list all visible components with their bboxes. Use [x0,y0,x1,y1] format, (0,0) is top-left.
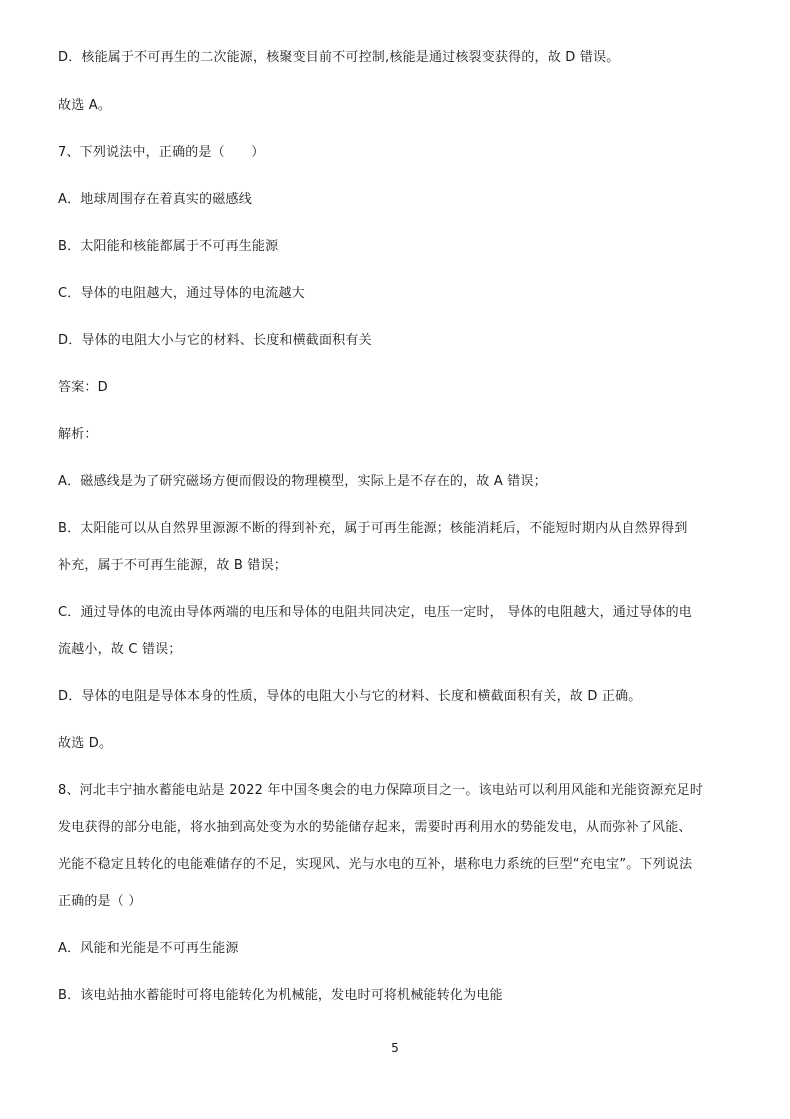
analysis-b-line-2: 补充，属于不可再生能源，故 B 错误； [58,558,287,573]
analysis-c-line-2: 流越小，故 C 错误； [58,642,182,657]
analysis-a: A．磁感线是为了研究磁场方便而假设的物理模型，实际上是不存在的，故 A 错误； [58,474,547,489]
question-8-stem-line-2: 发电获得的部分电能，将水抽到高处变为水的势能储存起来，需要时再利用水的势能发电，从而弥补了风能、 [58,820,692,835]
question-7-option-c: C．导体的电阻越大，通过导体的电流越大 [58,286,305,301]
page-number: 5 [391,1041,399,1055]
question-8-stem-line-4: 正确的是（ ） [58,894,142,909]
question-7-analysis-heading: 解析： [58,427,98,442]
question-8-stem-line-3: 光能不稳定且转化的电能难储存的不足，实现风、光与水电的互补，堪称电力系统的巨型“充电宝”。下列说法 [58,857,693,872]
question-7-answer: 答案：D [58,380,108,395]
question-7-option-d: D．导体的电阻大小与它的材料、长度和横截面积有关 [58,333,372,348]
text-line-answer-choice-a: 故选 A。 [58,98,112,113]
question-8-stem-line-1: 8、河北丰宁抽水蓄能电站是 2022 年中国冬奥会的电力保障项目之一。该电站可以利用风能和光能资源充足时 [58,783,704,798]
question-8-option-b: B．该电站抽水蓄能时可将电能转化为机械能，发电时可将机械能转化为电能 [58,988,503,1003]
question-7-stem: 7、下列说法中，正确的是（ ） [58,145,265,160]
analysis-d: D．导体的电阻是导体本身的性质，导体的电阻大小与它的材料、长度和横截面积有关，故 D 正确。 [58,689,642,704]
question-7-option-b: B．太阳能和核能都属于不可再生能源 [58,239,279,254]
question-7-conclusion: 故选 D。 [58,736,113,751]
text-line-option-d-nuclear: D．核能属于不可再生的二次能源，核聚变目前不可控制,核能是通过核裂变获得的，故 D 错误。 [58,50,620,65]
analysis-b-line-1: B．太阳能可以从自然界里源源不断的得到补充，属于可再生能源；核能消耗后，不能短时期内从自然界得到 [58,521,688,536]
question-8-option-a: A．风能和光能是不可再生能源 [58,941,239,956]
analysis-c-line-1: C．通过导体的电流由导体两端的电压和导体的电阻共同决定，电压一定时， 导体的电阻越大，通过导体的电 [58,605,693,620]
question-7-option-a: A．地球周围存在着真实的磁感线 [58,192,252,207]
